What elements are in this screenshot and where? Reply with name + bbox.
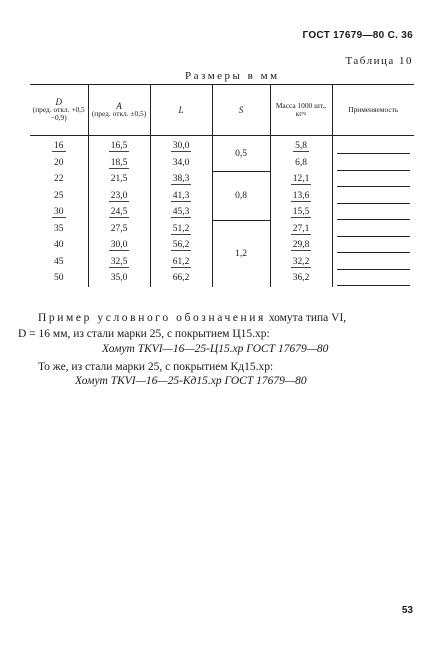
- cell-d: 20: [54, 157, 64, 168]
- cell-l: 56,2: [150, 237, 212, 254]
- cell-d: 25: [54, 190, 64, 201]
- cell-l: 66,2: [150, 270, 212, 287]
- designation-formula-1: Хомут ТКVI—16—25-Ц15.хр ГОСТ 17679—80: [102, 343, 329, 355]
- col-note: Масса 1000 шт., кг≈: [275, 101, 327, 118]
- table-label: Таблица 10: [345, 55, 413, 67]
- cell-d: 45: [54, 256, 64, 267]
- cell-a: 18,5: [88, 155, 150, 172]
- cell-d: 30: [54, 207, 64, 218]
- cell-d: 22: [54, 174, 64, 185]
- table-row: [30, 171, 414, 188]
- example-paragraph: [18, 310, 418, 342]
- cell-l: 38,3: [150, 171, 212, 188]
- cell-mass: 13,6: [270, 188, 332, 205]
- cell-mass: 15,5: [270, 204, 332, 221]
- cell-application: [332, 204, 414, 221]
- cell-a: 16,5: [88, 136, 150, 155]
- col-header-application: [332, 85, 414, 136]
- cell-d: 50: [54, 273, 64, 284]
- cell-a: 23,0: [88, 188, 150, 205]
- col-note: (пред. откл. ±0,5): [91, 109, 147, 118]
- table-header-row: [30, 85, 414, 136]
- cell-s-group: 1,2: [212, 221, 270, 287]
- cell-application: [332, 188, 414, 205]
- sizes-caption: Размеры в мм: [185, 70, 280, 82]
- col-symbol: A: [116, 101, 122, 111]
- cell-d: 40: [54, 240, 64, 251]
- example-line2: D = 16 мм, из стали марки 25, с покрытием Ц15.хр:: [18, 328, 270, 340]
- col-note: Применяемость: [348, 105, 399, 114]
- cell-application: [332, 270, 414, 287]
- example-intro-spaced: Пример условного обозначения: [38, 312, 266, 324]
- cell-a: 30,0: [88, 237, 150, 254]
- cell-application: [332, 221, 414, 238]
- table-row: [30, 136, 414, 155]
- cell-a: 35,0: [88, 270, 150, 287]
- cell-d: 35: [54, 223, 64, 234]
- table-row: [30, 221, 414, 238]
- document-header: ГОСТ 17679—80 С. 36: [302, 30, 413, 41]
- cell-l: 51,2: [150, 221, 212, 238]
- dimensions-table: [30, 84, 414, 287]
- cell-l: 41,3: [150, 188, 212, 205]
- col-symbol: D: [55, 97, 62, 107]
- cell-a: 24,5: [88, 204, 150, 221]
- cell-a: 27,5: [88, 221, 150, 238]
- cell-d: 16: [54, 141, 64, 152]
- cell-mass: 36,2: [270, 270, 332, 287]
- cell-application: [332, 254, 414, 271]
- col-header-mass: [270, 85, 332, 136]
- page-number: 53: [401, 605, 413, 616]
- cell-mass: 6,8: [270, 155, 332, 172]
- col-symbol: L: [178, 105, 184, 115]
- cell-a: 32,5: [88, 254, 150, 271]
- cell-application: [332, 237, 414, 254]
- cell-a: 21,5: [88, 171, 150, 188]
- col-header-a: [88, 85, 150, 136]
- cell-l: 45,3: [150, 204, 212, 221]
- col-note: (пред. откл. +0,5 −0,9): [32, 105, 85, 122]
- cell-mass: 5,8: [270, 136, 332, 155]
- cell-l: 30,0: [150, 136, 212, 155]
- cell-application: [332, 171, 414, 188]
- col-header-l: [150, 85, 212, 136]
- col-symbol: S: [238, 105, 244, 115]
- cell-l: 34,0: [150, 155, 212, 172]
- col-header-d: [30, 85, 88, 136]
- cell-s-group: 0,5: [212, 136, 270, 172]
- col-header-s: [212, 85, 270, 136]
- cell-mass: 27,1: [270, 221, 332, 238]
- example-intro-rest: хомута типа VI,: [265, 312, 347, 324]
- cell-l: 61,2: [150, 254, 212, 271]
- cell-mass: 29,8: [270, 237, 332, 254]
- cell-mass: 12,1: [270, 171, 332, 188]
- example-paragraph-2: То же, из стали марки 25, с покрытием Кд15.хр:: [38, 361, 274, 373]
- cell-application: [332, 155, 414, 172]
- cell-s-group: 0,8: [212, 171, 270, 221]
- cell-application: [332, 136, 414, 155]
- designation-formula-2: Хомут ТКVI—16—25-Кд15.хр ГОСТ 17679—80: [75, 375, 307, 387]
- cell-mass: 32,2: [270, 254, 332, 271]
